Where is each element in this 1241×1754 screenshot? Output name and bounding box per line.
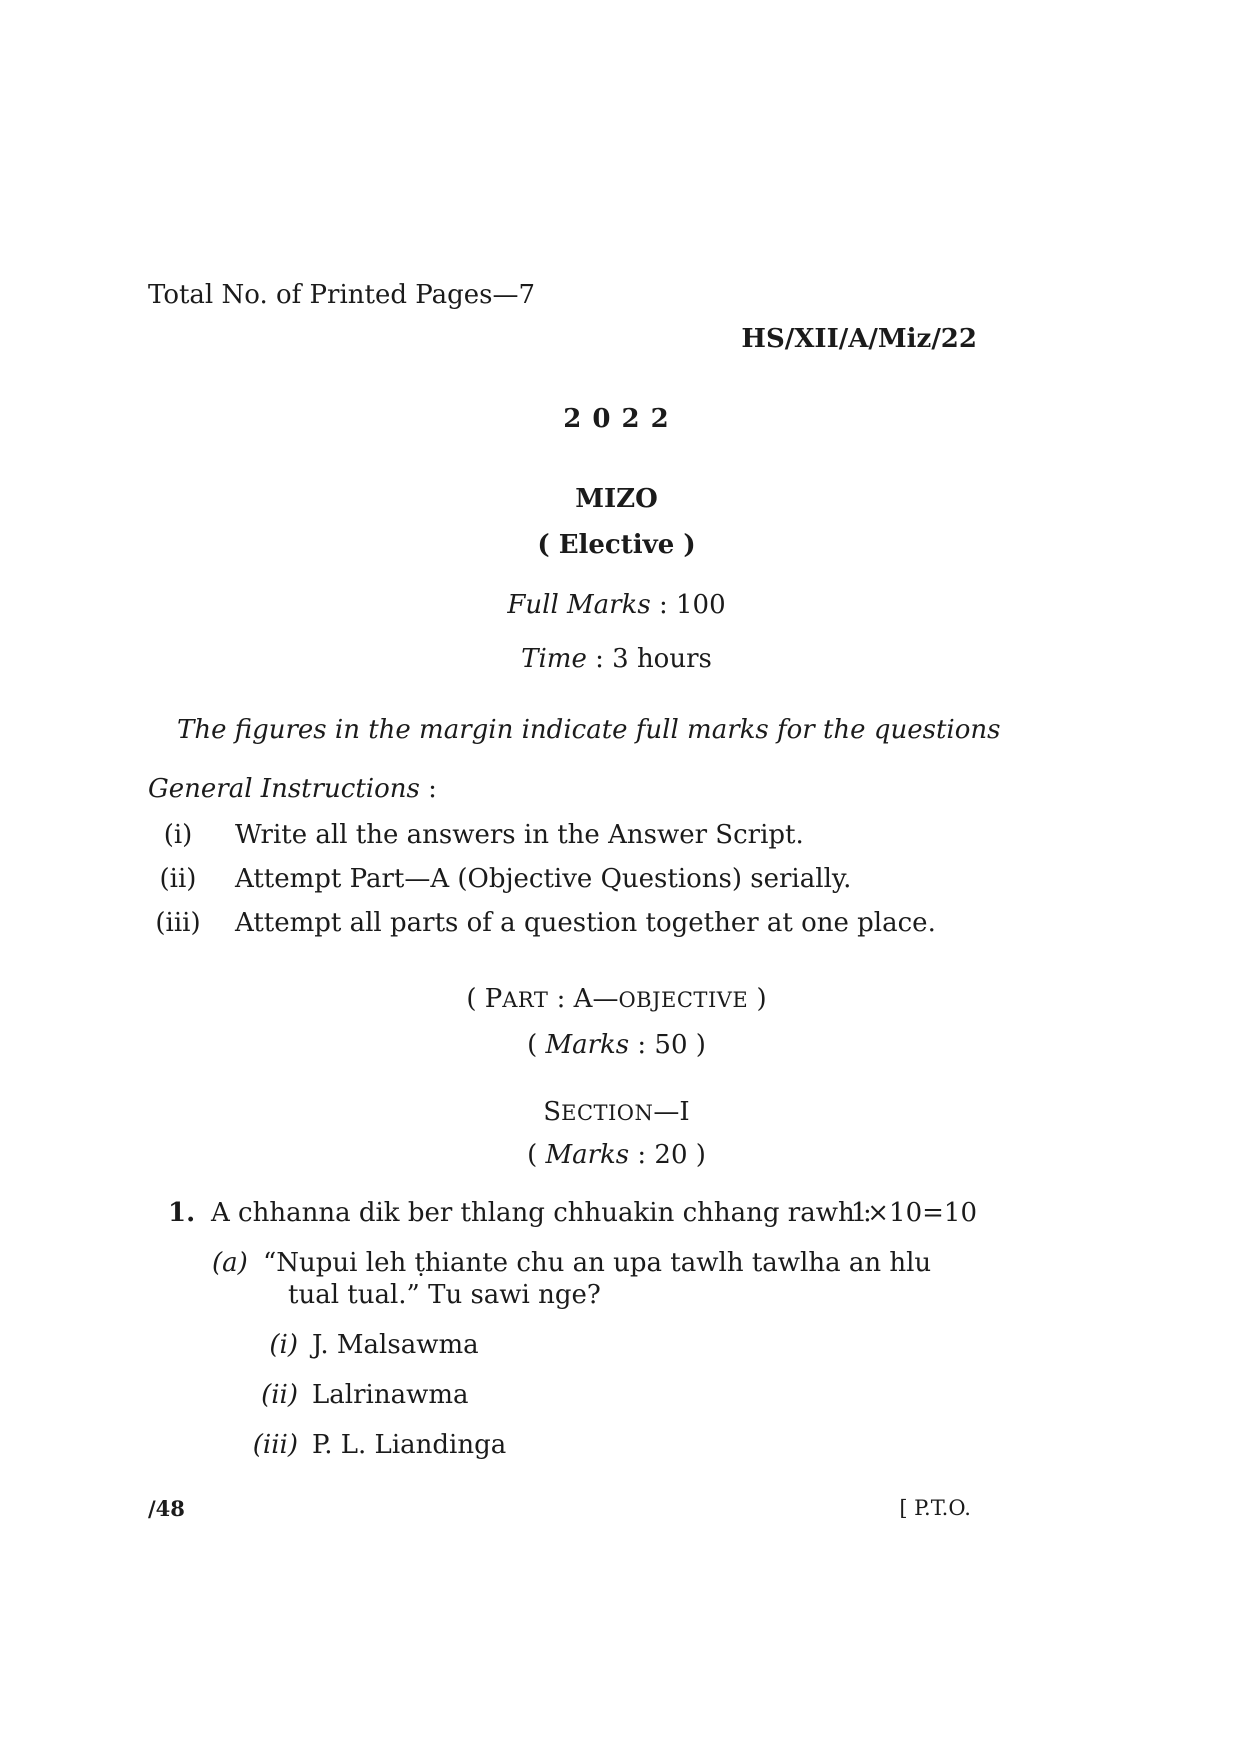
option-num: (ii) bbox=[261, 1380, 298, 1410]
section-marks-label: Marks bbox=[545, 1140, 630, 1170]
part-mid: : A— bbox=[548, 984, 619, 1014]
subject-title: MIZO bbox=[575, 484, 658, 514]
section-suffix: —I bbox=[653, 1097, 690, 1127]
part-marks bbox=[0, 1030, 1237, 1060]
instruction-num: (ii) bbox=[159, 864, 197, 894]
subquestion-line: tual tual.” Tu sawi nge? bbox=[288, 1280, 601, 1310]
subquestion-line: “Nupui leh ṭhiante chu an upa tawlh tawlha an hlu bbox=[263, 1248, 932, 1278]
instruction-text: Attempt Part—A (Objective Questions) serially. bbox=[235, 864, 852, 894]
pto-note: [ P.T.O. bbox=[899, 1496, 971, 1520]
question-marks: 1×10=10 bbox=[850, 1198, 977, 1228]
time-label: Time bbox=[521, 644, 587, 674]
option-text: J. Malsawma bbox=[312, 1330, 479, 1360]
full-marks-label: Full Marks bbox=[507, 590, 651, 620]
section-heading bbox=[0, 1097, 1237, 1127]
question-text: A chhanna dik ber thlang chhuakin chhang rawh : bbox=[211, 1198, 872, 1228]
instruction-num: (i) bbox=[163, 820, 193, 850]
part-marks-value: : 50 ) bbox=[637, 1030, 706, 1060]
option-text: P. L. Liandinga bbox=[312, 1430, 507, 1460]
section-cap: S bbox=[543, 1097, 562, 1127]
full-marks bbox=[0, 590, 1237, 620]
exam-time bbox=[0, 644, 1237, 674]
question-number: 1. bbox=[168, 1198, 196, 1228]
part-rest: ART bbox=[502, 988, 549, 1012]
subquestion-label: (a) bbox=[212, 1248, 248, 1278]
part-close: ) bbox=[748, 984, 767, 1014]
part-marks-label: Marks bbox=[545, 1030, 630, 1060]
option-num: (i) bbox=[269, 1330, 298, 1360]
section-rest: ECTION bbox=[561, 1101, 654, 1125]
instructions-colon: : bbox=[428, 774, 437, 804]
instruction-num: (iii) bbox=[155, 908, 201, 938]
part-cap: P bbox=[484, 984, 503, 1014]
printed-pages-note: Total No. of Printed Pages—7 bbox=[148, 280, 535, 310]
instruction-text: Attempt all parts of a question together at one place. bbox=[235, 908, 936, 938]
option-num: (iii) bbox=[252, 1430, 298, 1460]
exam-year: 2 0 2 2 bbox=[563, 404, 670, 434]
full-marks-value: : 100 bbox=[658, 590, 726, 620]
margin-note: The figures in the margin indicate full marks for the questions bbox=[177, 715, 1001, 745]
part-open: ( bbox=[466, 984, 485, 1014]
paper-code: HS/XII/A/Miz/22 bbox=[741, 324, 977, 354]
paper-type: ( Elective ) bbox=[537, 530, 696, 560]
instructions-heading bbox=[148, 774, 437, 804]
instruction-text: Write all the answers in the Answer Script. bbox=[235, 820, 804, 850]
section-marks bbox=[0, 1140, 1237, 1170]
part-marks-open: ( bbox=[527, 1030, 538, 1060]
time-value: : 3 hours bbox=[595, 644, 712, 674]
page-code: /48 bbox=[148, 1496, 185, 1521]
part-objective: OBJECTIVE bbox=[618, 988, 749, 1012]
section-marks-open: ( bbox=[527, 1140, 538, 1170]
part-heading bbox=[0, 984, 1237, 1014]
instructions-heading-text: General Instructions bbox=[148, 774, 420, 804]
section-marks-value: : 20 ) bbox=[637, 1140, 706, 1170]
option-text: Lalrinawma bbox=[312, 1380, 469, 1410]
